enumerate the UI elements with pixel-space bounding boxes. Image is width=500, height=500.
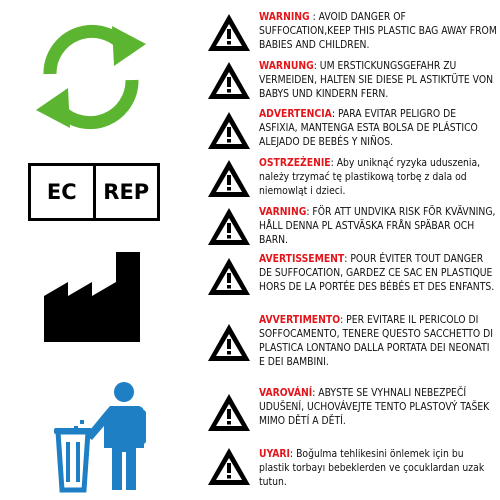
warning-text-en: WARNING : AVOID DANGER OF SUFFOCATION,KEEP THIS PLASTIC BAG AWAY FROM BABIES AND CHILDREN. [259,11,497,51]
warning-triangle-icon [207,60,251,100]
warning-text-es: ADVERTENCIA: PARA EVITAR PELIGRO DE ASFIXIA, MANTENGA ESTA BOLSA DE PLÁSTICO ALEJADO DE BEBÉS Y NIÑOS. [259,108,478,148]
warning-text-pl: OSTRZEŻENIE: Aby uniknąć ryzyka uduszenia, należy trzymać tę plastikową torbę z dala od niemowląt i dzieci. [259,157,481,197]
warning-triangle-icon [207,206,251,246]
factory-icon [40,250,144,342]
ec-rep-symbol [28,163,160,221]
ec-label: EC [46,180,77,204]
warning-text-de: WARNUNG: UM ERSTICKUNGSGEFAHR ZU VERMEIDEN, HALTEN SIE DIESE PL ASTIKTÜTE VON BABYS UND KINDERN FERN. [259,60,494,100]
warning-triangle-icon [207,12,251,52]
warning-triangle-icon [207,158,251,198]
rep-label: REP [93,166,158,218]
warning-triangle-icon [207,110,251,150]
person-trash-bin-icon [52,380,164,494]
warning-text-fr: AVERTISSEMENT: POUR ÉVITER TOUT DANGER DE SUFFOCATION, GARDEZ CE SAC EN PLASTIQUE HORS DE LA PORTÉE DES BÉBÉS ET DES ENFANTS. [259,253,495,293]
warning-triangle-icon [207,322,251,362]
warning-triangle-icon [207,256,251,296]
recycle-arrows-icon [28,14,154,140]
warning-text-tr: UYARI: Boğulma tehlikesini önlemek için bu plastik torbayı bebeklerden ve çocuklardan uzak tutun. [259,448,485,488]
warning-text-cs: VAROVÁNÍ: ABYSTE SE VYHNALI NEBEZPEČÍ UDUŠENÍ, UCHOVÁVEJTE TENTO PLASTOVÝ TAŠEK MIMO DĚTÍ A DĚTÍ. [259,387,490,427]
warning-text-sv: VARNING: FÖR ATT UNDVIKA RISK FÖR KVÄVNING, HÅLL DENNA PL ASTVÄSKA FRÅN SPÄBAR OCH BARN. [259,206,496,246]
warning-triangle-icon [207,446,251,486]
warning-text-it: AVVERTIMENTO: PER EVITARE IL PERICOLO DI SOFFOCAMENTO, TENERE QUESTO SACCHETTO DI PLASTICA LONTANO DALLA PORTATA DEI NEONATI E DEI BAMBINI. [259,314,493,368]
warning-triangle-icon [207,392,251,432]
